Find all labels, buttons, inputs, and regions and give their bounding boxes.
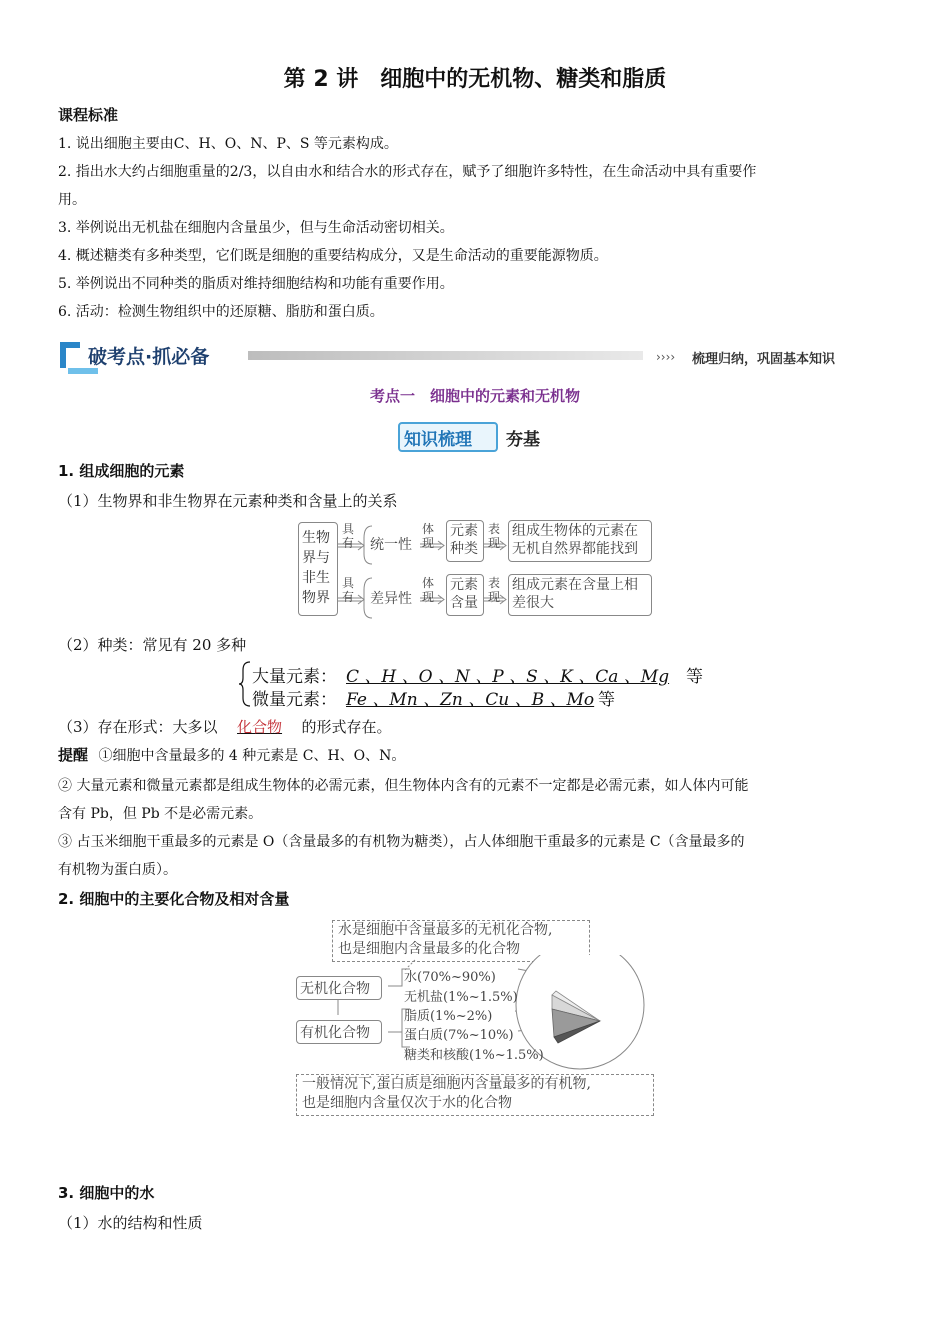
biaoxian-label-1: 表现 [488,522,501,550]
standards-heading: 课程标准 [58,106,119,124]
unity-label: 统一性 [370,537,412,553]
page-title: 第 2 讲 细胞中的无机物、糖类和脂质 [283,67,667,92]
q3-prefix: （3）存在形式：大多以 [58,718,218,736]
section-2-heading: 2. 细胞中的主要化合物及相对含量 [58,890,290,908]
standard-item: 3. 举例说出无机盐在细胞内含量虽少，但与生命活动密切相关。 [58,220,454,236]
organic-label: 有机化合物 [300,1025,370,1041]
standard-item: 用。 [58,192,86,208]
label-sugar-nucleic: 糖类和核酸(1%~1.5%) [404,1048,544,1063]
bottom-note [302,1075,591,1113]
label-protein: 蛋白质(7%~10%) [404,1028,514,1043]
result-text-2: 组成元素在含量上相差很大 [512,577,638,611]
section-1-q2: （2）种类：常见有 20 多种 [58,636,247,654]
major-elements: C 、H 、O 、N 、P 、S 、K 、Ca 、Mg [346,667,670,687]
standard-item: 2. 指出水大约占细胞重量的2/3，以自由水和结合水的形式存在，赋予了细胞许多特性，在生命活动中具有重要作 [58,164,757,180]
kaodian-title: 考点一 细胞中的元素和无机物 [369,387,580,405]
section-3-q1: （1）水的结构和性质 [58,1214,203,1232]
top-note [338,921,552,959]
standard-item: 4. 概述糖类有多种类型，它们既是细胞的重要结构成分，又是生命活动的重要能源物质。 [58,248,608,264]
element-brace [238,660,252,708]
tip-label: 提醒 [58,746,89,764]
biaoxian-label-2: 表现 [488,576,501,604]
svg-text:››››: ›››› [656,350,676,364]
top-note-line-1: 水是细胞中含量最多的无机化合物, [338,922,553,938]
label-water: 水(70%~90%) [404,970,496,985]
knowledge-tag-label: 知识梳理 [404,430,472,450]
minor-elements: Fe 、Mn 、Zn 、Cu 、B 、Mo [346,690,595,710]
section-1-q1: （1）生物界和非生物界在元素种类和含量上的关系 [58,492,398,510]
section-1-heading: 1. 组成细胞的元素 [58,462,185,480]
top-note-line-2: 也是细胞内含量最多的化合物 [338,941,520,957]
standards-list [58,130,888,326]
tip-1: ①细胞中含量最多的 4 种元素是 C、H、O、N。 [98,748,406,764]
tip-2-block [58,772,888,884]
label-salt: 无机盐(1%~1.5%) [404,990,518,1005]
tip-2b: 含有 Pb，但 Pb 不是必需元素。 [58,806,263,822]
section-3-heading: 3. 细胞中的水 [58,1184,155,1202]
result-text-1: 组成生物体的元素在无机自然界都能找到 [512,523,638,557]
tip-3a: ③ 占玉米细胞干重最多的元素是 O（含量最多的有机物为糖类），占人体细胞干重最多的元素是 C（含量最多的 [58,834,745,850]
q3-blank-answer: 化合物 [237,718,283,736]
q3-suffix: 的形式存在。 [301,718,392,736]
banner-title: 破考点·抓必备 [88,346,210,368]
diagram-left-label: 生物界与非生物界 [302,530,330,606]
standard-item: 5. 举例说出不同种类的脂质对维持细胞结构和功能有重要作用。 [58,276,454,292]
standard-item: 1. 说出细胞主要由C、H、O、N、P、S 等元素构成。 [58,136,398,152]
tip-line-1 [58,744,405,765]
inorganic-label: 无机化合物 [300,981,370,997]
minor-suffix: 等 [598,690,615,710]
bottom-note-line-1: 一般情况下,蛋白质是细胞内含量最多的有机物, [302,1076,591,1092]
label-lipid: 脂质(1%~2%) [404,1009,493,1024]
section-1-q3 [58,716,392,737]
minor-label: 微量元素： [252,690,337,710]
bottom-note-line-2: 也是细胞内含量仅次于水的化合物 [302,1095,512,1111]
tixian-label-1: 体现 [422,522,435,550]
banner-subtitle: 梳理归纳，巩固基本知识 [692,352,836,367]
knowledge-tag-suffix: 夯基 [506,430,540,450]
tip-3b: 有机物为蛋白质）。 [58,862,177,878]
tip-2a: ② 大量元素和微量元素都是组成生物体的必需元素，但生物体内含有的元素不一定都是必需元素，如人体内可能 [58,778,749,794]
tixian-label-2: 体现 [422,576,435,604]
major-label: 大量元素： [252,667,337,687]
standard-item: 6. 活动：检测生物组织中的还原糖、脂肪和蛋白质。 [58,304,384,320]
ju-label-2: 具有 [342,576,355,604]
difference-label: 差异性 [370,591,412,607]
element-content-label: 元素含量 [450,577,478,611]
major-suffix: 等 [686,667,703,687]
element-type-label: 元素种类 [450,523,478,557]
ju-label-1: 具有 [342,522,355,550]
